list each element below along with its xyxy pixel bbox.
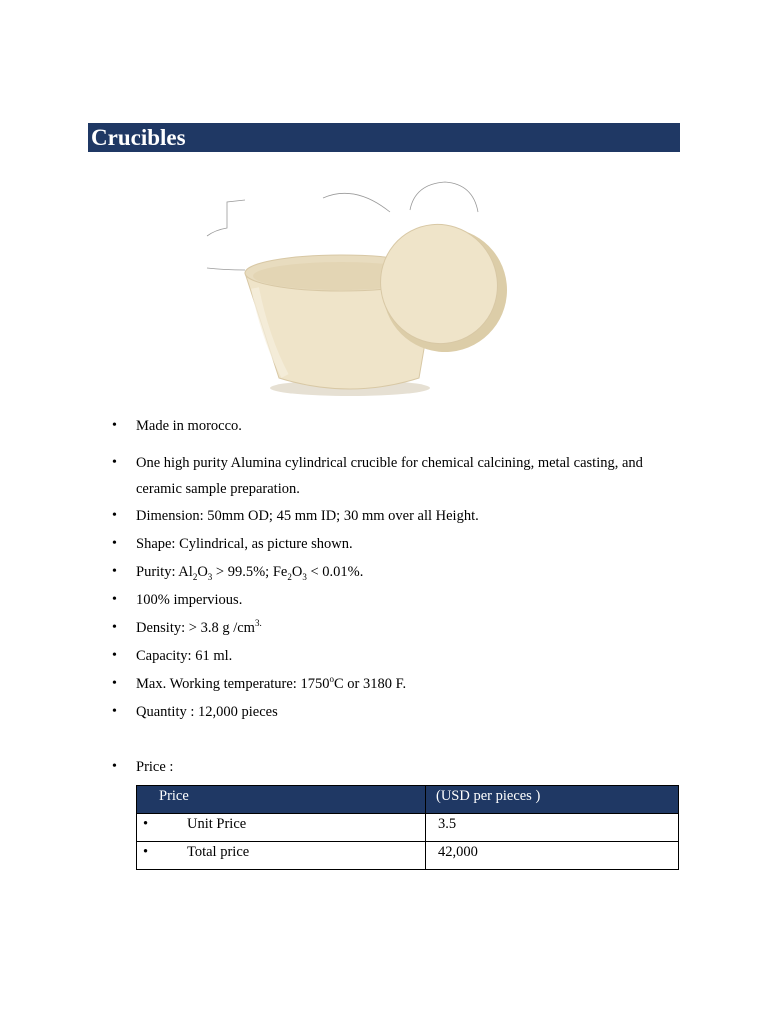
row-value: 3.5 [438,816,457,832]
table-row [137,814,679,842]
background-outline [207,200,245,236]
bullet-icon: • [112,455,117,470]
bullet-icon: • [112,759,117,774]
row-value: 42,000 [438,844,478,860]
bullet-icon: • [112,564,117,579]
price-table [136,785,679,870]
bullet-icon: • [112,508,117,523]
bullet-icon: • [112,418,117,433]
row-label: Unit Price [187,816,247,832]
bullet-icon: • [112,592,117,607]
bullet-icon: • [112,704,117,719]
table-header-usd: (USD per pieces ) [426,786,679,814]
page-title: Crucibles [91,125,186,150]
table-row [137,842,679,870]
background-outline [410,182,478,212]
bullet-icon: • [143,816,149,832]
bullet-icon: • [112,536,117,551]
title-bar [88,123,680,152]
bullet-icon: • [112,620,117,635]
bullet-icon: • [143,844,149,860]
row-label: Total price [187,844,250,860]
table-header-row [137,786,679,814]
product-image-crucible [205,178,535,400]
bullet-icon: • [112,648,117,663]
table-header-price: Price [137,786,426,814]
background-outline [323,193,390,212]
bullet-icon: • [112,676,117,691]
background-outline [207,268,245,270]
